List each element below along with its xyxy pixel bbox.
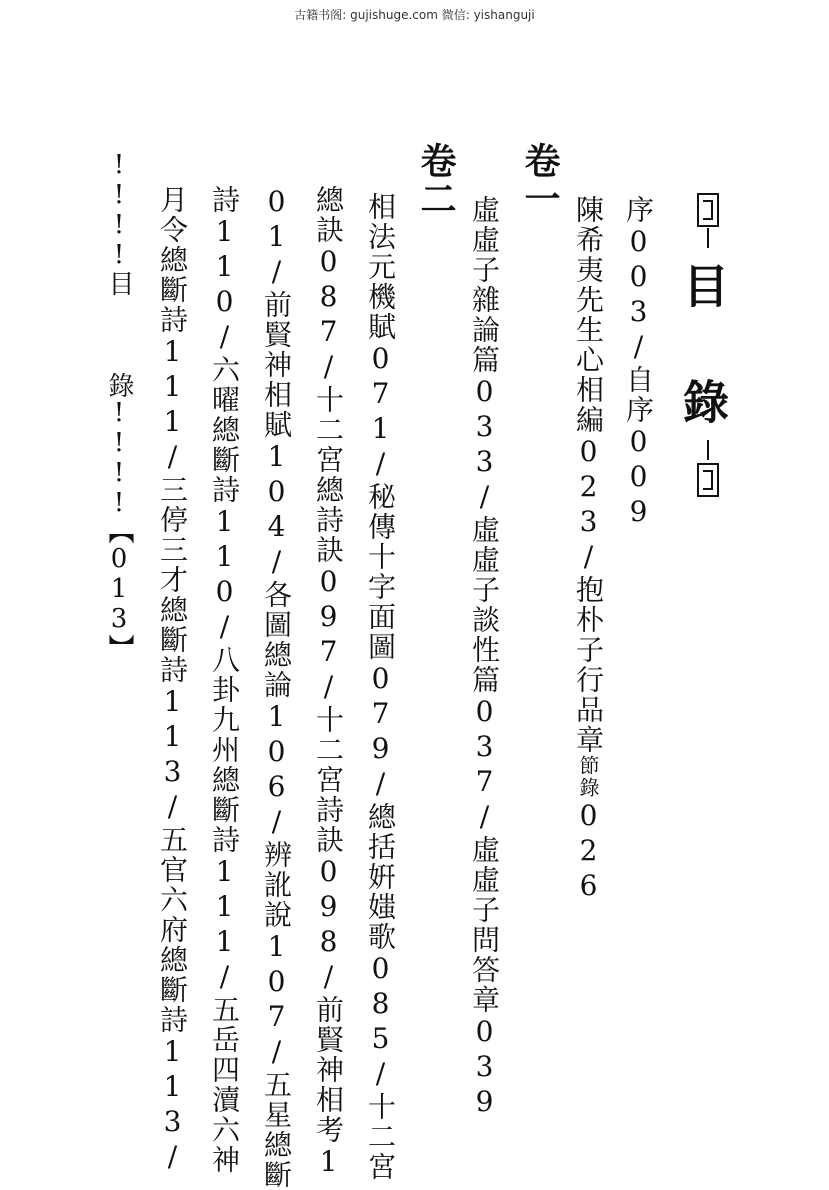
toc-column-2-tail: 026 bbox=[572, 799, 605, 904]
margin-page-number: 錄!!!!【013】 bbox=[104, 372, 134, 660]
toc-column-10: 月令總斷詩111/三停三才總斷詩113/五官六府總斷詩113/ bbox=[156, 185, 189, 1175]
toc-column-9: 詩110/六曜總斷詩110/八卦九州總斷詩111/五岳四瀆六神 bbox=[208, 185, 241, 1175]
toc-column-1: 序003/自序009 bbox=[622, 195, 655, 530]
section-heading-2: 卷二 bbox=[415, 142, 457, 218]
toc-column-7: 總訣087/十二宮總詩訣097/十二宮詩訣098/前賢神相考1 bbox=[312, 185, 345, 1180]
title-char-second: 錄 bbox=[676, 378, 730, 424]
toc-column-2 bbox=[572, 195, 605, 904]
toc-column-4: 虛虛子雜論篇033/虛虛子談性篇037/虛虛子問答章039 bbox=[468, 195, 501, 1120]
toc-column-2-main: 陳希夷先生心相編023/抱朴子行品章 bbox=[572, 195, 605, 755]
section-heading-1: 卷一 bbox=[519, 142, 561, 218]
toc-column-8: 01/前賢神相賦104/各圖總論106/辨訛說107/五星總斷 bbox=[260, 185, 293, 1190]
toc-column-2-small: 節錄 bbox=[576, 755, 600, 799]
toc-column-6: 相法元機賦071/秘傳十字面圖079/總括姸媸歌085/十二宮 bbox=[364, 192, 397, 1182]
ornament-line-bottom bbox=[707, 440, 709, 460]
ornament-line-top bbox=[707, 228, 709, 248]
margin-header: !!!!目 bbox=[104, 150, 134, 296]
title-ornament-bottom bbox=[697, 463, 719, 497]
title-char-first: 目 bbox=[676, 262, 730, 308]
title-ornament-top bbox=[697, 193, 719, 227]
watermark-text: 古籍书阁: gujishuge.com 微信: yishanguji bbox=[294, 8, 535, 22]
